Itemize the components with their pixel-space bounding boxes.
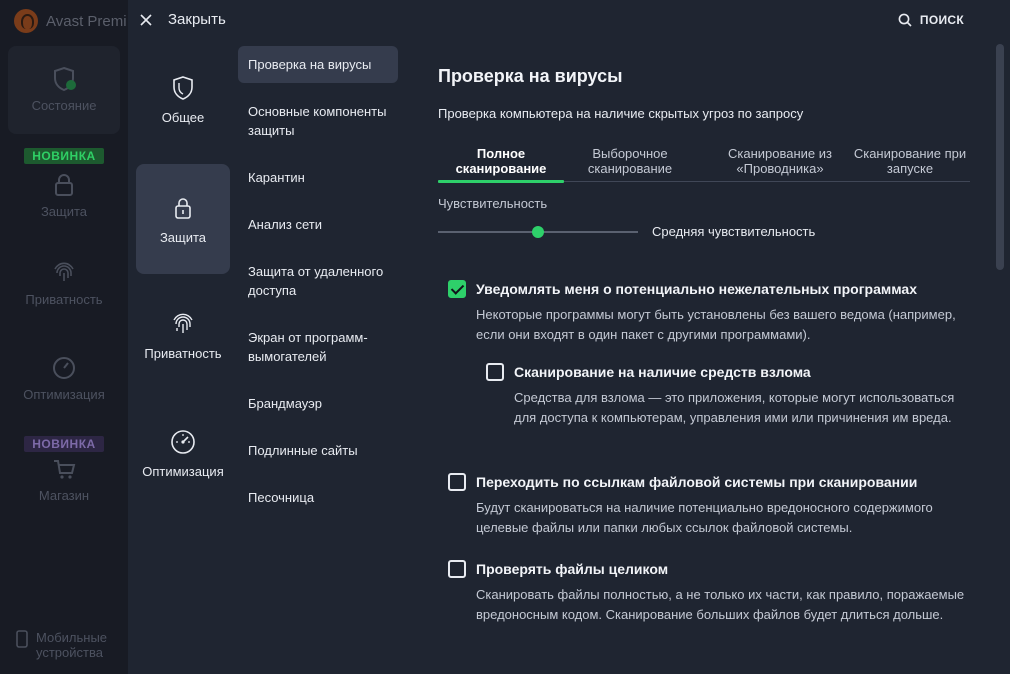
- bg-nav-label: Магазин: [38, 488, 90, 503]
- option-title: Сканирование на наличие средств взлома: [514, 364, 811, 380]
- phone-icon: [16, 630, 28, 648]
- new-badge: НОВИНКА: [24, 436, 103, 452]
- shield-icon: [169, 74, 197, 102]
- bg-nav-label: Состояние: [31, 98, 97, 113]
- close-button[interactable]: [140, 11, 226, 28]
- pup-notify-checkbox[interactable]: [448, 280, 466, 298]
- category-general[interactable]: [136, 74, 230, 134]
- option-description: Сканировать файлы полностью, а не только их части, как правило, поражаемые вредоносным кодом. Сканирование больших файлов будет длиться дольше.: [476, 587, 965, 622]
- scan-whole-files-checkbox[interactable]: [448, 560, 466, 578]
- category-privacy[interactable]: [136, 310, 230, 366]
- bg-nav-label: Оптимизация: [23, 387, 105, 402]
- bg-nav-label: Приватность: [25, 292, 103, 307]
- avast-logo-icon: [14, 9, 38, 33]
- sensitivity-value: Средняя чувствительность: [652, 224, 816, 239]
- close-icon: [140, 14, 152, 26]
- follow-links-checkbox[interactable]: [448, 473, 466, 491]
- slider-thumb[interactable]: [532, 226, 544, 238]
- settings-header: [128, 0, 1010, 44]
- subnav-network-inspector[interactable]: Анализ сети: [248, 217, 323, 232]
- tab-boot-time-scan[interactable]: Сканирование при запуске: [853, 146, 967, 176]
- category-label: Приватность: [144, 346, 222, 361]
- tab-explorer-scan[interactable]: Сканирование из «Проводника»: [728, 146, 832, 176]
- category-optimization[interactable]: [136, 428, 230, 484]
- subnav-ransomware-shield[interactable]: Экран от программ-вымогателей: [248, 330, 368, 364]
- option-title: Уведомлять меня о потенциально нежелательных программах: [476, 281, 917, 297]
- page-description: Проверка компьютера на наличие скрытых угроз по запросу: [438, 106, 804, 121]
- sensitivity-slider[interactable]: [438, 224, 638, 240]
- gauge-icon: [169, 428, 197, 456]
- category-label: Защита: [159, 230, 207, 245]
- app-title: Avast Premi: [46, 12, 127, 30]
- tab-full-scan[interactable]: Полное сканирование: [438, 146, 564, 176]
- subnav-remote-access-shield[interactable]: Защита от удаленного доступа: [248, 264, 384, 298]
- subnav-virus-scan[interactable]: Проверка на вирусы: [238, 46, 398, 83]
- subnav-real-site[interactable]: Подлинные сайты: [248, 443, 358, 458]
- category-label: Общее: [161, 110, 205, 125]
- gauge-icon: [51, 355, 77, 381]
- subnav-sandbox[interactable]: Песочница: [248, 490, 315, 505]
- bg-nav-store: [0, 436, 128, 503]
- option-description: Средства для взлома — это приложения, которые могут использоваться для доступа к компьютерам, управления ими или причинения им вреда.: [514, 390, 955, 425]
- search-icon: [898, 13, 912, 27]
- close-label: Закрыть: [168, 11, 226, 28]
- lock-icon: [169, 194, 197, 222]
- option-description: Некоторые программы могут быть установлены без вашего ведома (например, если они входят в один пакет с другими программами).: [476, 307, 956, 342]
- tab-targeted-scan[interactable]: Выборочное сканирование: [587, 146, 673, 176]
- category-label: Оптимизация: [142, 464, 224, 479]
- shield-check-icon: [51, 66, 77, 92]
- bg-nav-label: Защита: [40, 204, 88, 219]
- subnav-core-shields[interactable]: Основные компоненты защиты: [248, 104, 387, 138]
- sensitivity-label: Чувствительность: [438, 196, 548, 211]
- search-label: ПОИСК: [919, 13, 964, 27]
- option-description: Будут сканироваться на наличие потенциально вредоносного содержимого целевые файлы или папки любых ссылок файловой системы.: [476, 500, 933, 535]
- scan-tabs: [438, 146, 970, 182]
- fingerprint-icon: [169, 310, 197, 338]
- hack-tools-checkbox[interactable]: [486, 363, 504, 381]
- bg-nav-privacy: [0, 260, 128, 307]
- category-protection[interactable]: [136, 164, 230, 274]
- fingerprint-icon: [51, 260, 77, 286]
- subnav-firewall[interactable]: Брандмауэр: [248, 396, 322, 411]
- new-badge: НОВИНКА: [24, 148, 103, 164]
- page-title: Проверка на вирусы: [438, 66, 623, 86]
- search-button[interactable]: [898, 13, 964, 27]
- option-title: Проверять файлы целиком: [476, 561, 669, 577]
- subnav-quarantine[interactable]: Карантин: [248, 170, 305, 185]
- scrollbar-thumb[interactable]: [996, 44, 1004, 270]
- bg-nav-mobile: [16, 630, 136, 660]
- app-title-bar: [14, 9, 127, 33]
- bg-nav-optimization: [0, 355, 128, 402]
- option-title: Переходить по ссылкам файловой системы при сканировании: [476, 474, 918, 490]
- lock-icon: [51, 172, 77, 198]
- bg-nav-label: Мобильные устройства: [36, 630, 108, 660]
- bg-nav-status: [8, 46, 120, 134]
- cart-icon: [51, 456, 77, 482]
- bg-nav-protection: [0, 148, 128, 219]
